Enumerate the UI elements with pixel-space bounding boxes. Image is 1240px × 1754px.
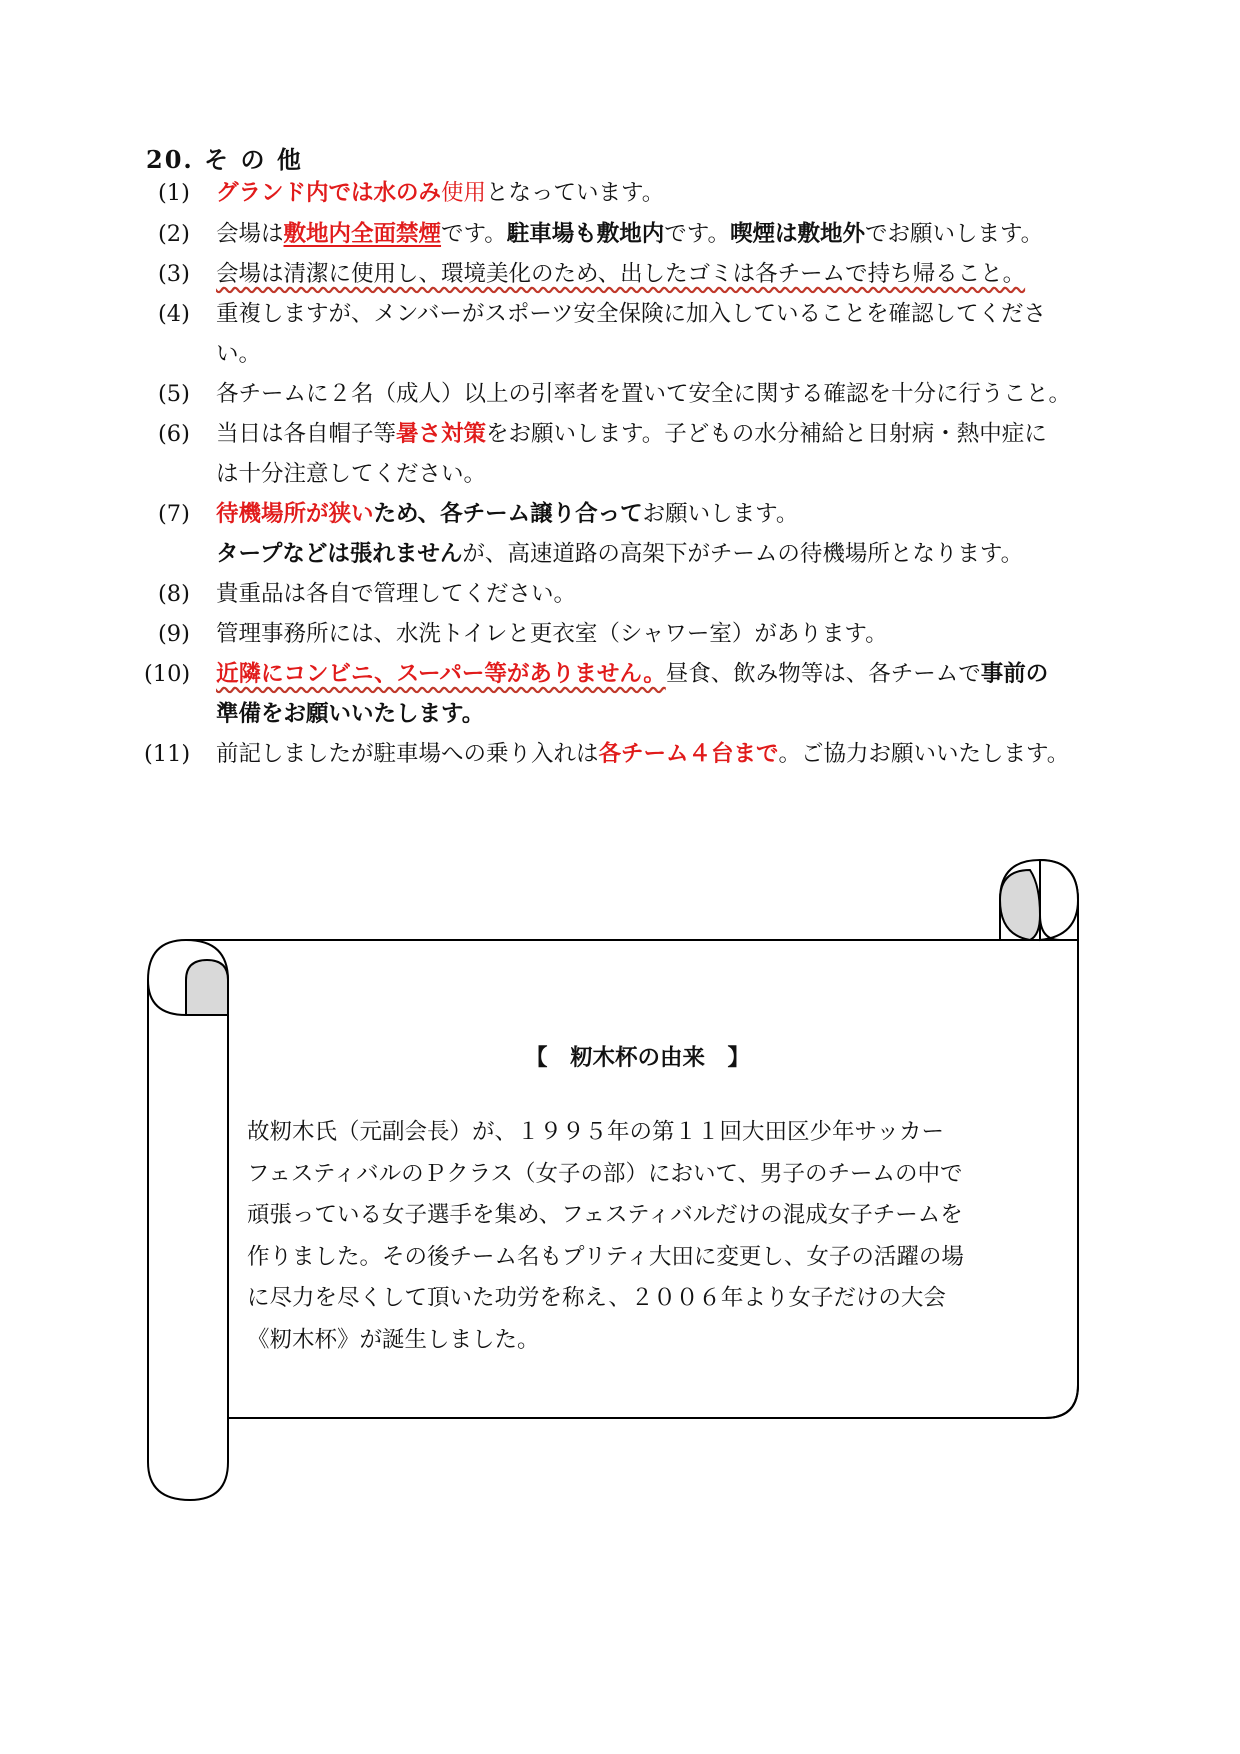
item-text: となっています。 — [486, 180, 665, 206]
item-number: (8) — [158, 581, 190, 607]
bold-advance: 事前の — [980, 661, 1049, 687]
scroll-line: 故籾木氏（元副会長）が、１９９５年の第１１回大田区少年サッカー — [247, 1119, 945, 1145]
item-number: (6) — [158, 421, 190, 447]
scroll-line: 頑張っている女子選手を集め、フェスティバルだけの混成女子チームを — [247, 1202, 963, 1228]
item-text-continued: い。 — [216, 341, 262, 367]
item-text: をお願いします。子どもの水分補給と日射病・熱中症に — [486, 421, 1047, 447]
highlight-four-cars: 各チーム４台まで — [598, 741, 779, 767]
item-number: (1) — [158, 180, 190, 206]
scroll-title: 【 籾木杯の由来 】 — [525, 1045, 751, 1071]
item-text: お願いします。 — [642, 501, 799, 527]
item-text: 各チームに２名（成人）以上の引率者を置いて安全に関する確認を十分に行うこと。 — [216, 381, 1072, 407]
item-number: (7) — [158, 501, 190, 527]
item-text: 重複しますが、メンバーがスポーツ安全保険に加入していることを確認してくださ — [216, 301, 1047, 327]
item-number: (2) — [158, 221, 190, 247]
highlight-no-smoking: 敷地内全面禁煙 — [283, 221, 442, 247]
bold-parking: 駐車場も敷地内 — [506, 221, 665, 247]
item-text: 昼食、飲み物等は、各チームで — [665, 661, 981, 687]
item-text-continued: は十分注意してください。 — [216, 461, 487, 487]
bold-smoking-outside: 喫煙は敷地外 — [729, 221, 865, 247]
item-text: 会場は清潔に使用し、環境美化のため、出したゴミは各チームで持ち帰ること。 — [216, 261, 1026, 287]
highlight-usage: 使用 — [441, 180, 487, 206]
item-number: (4) — [158, 301, 190, 327]
item-number: (10) — [144, 661, 191, 687]
item-number: (3) — [158, 261, 190, 287]
item-text: 貴重品は各自で管理してください。 — [216, 581, 577, 607]
item-text: 。ご協力お願いいたします。 — [778, 741, 1070, 767]
item-text: です。 — [664, 221, 730, 247]
highlight-no-stores: 近隣にコンビニ、スーパー等がありません。 — [216, 661, 666, 687]
highlight-heat-measures: 暑さ対策 — [396, 421, 487, 447]
item-text: 前記しましたが駐車場への乗り入れは — [216, 741, 599, 767]
highlight-narrow-waiting-area: 待機場所が狭い — [216, 501, 374, 527]
scroll-line: フェスティバルのＰクラス（女子の部）において、男子のチームの中で — [247, 1160, 963, 1187]
scroll-line: に尽力を尽くして頂いた功労を称え、２００６年より女子だけの大会 — [247, 1285, 946, 1311]
item-text: が、高速道路の高架下がチームの待機場所となります。 — [462, 541, 1024, 567]
item-number: (5) — [158, 381, 190, 407]
item-text-continued: 準備をお願いいたします。 — [216, 701, 485, 727]
item-text: 当日は各自帽子等 — [216, 421, 397, 447]
section-heading: 20. そ の 他 — [146, 145, 303, 174]
scroll-line: 《籾木杯》が誕生しました。 — [247, 1326, 540, 1353]
item-text: です。 — [441, 221, 507, 247]
item-text: でお願いします。 — [864, 221, 1044, 247]
scroll-line: 作りました。その後チーム名もプリティ大田に変更し、女子の活躍の場 — [247, 1243, 964, 1270]
highlight-water-only: グランド内では水のみ — [216, 180, 442, 206]
item-number: (11) — [144, 741, 191, 767]
scroll-body — [247, 1112, 1067, 1361]
item-text: 管理事務所には、水洗トイレと更衣室（シャワー室）があります。 — [216, 621, 888, 647]
item-text: 会場は — [216, 221, 284, 247]
bold-share-space: ため、各チーム譲り合って — [373, 501, 643, 527]
item-number: (9) — [158, 621, 190, 647]
bold-no-tarps: タープなどは張れません — [216, 541, 463, 567]
